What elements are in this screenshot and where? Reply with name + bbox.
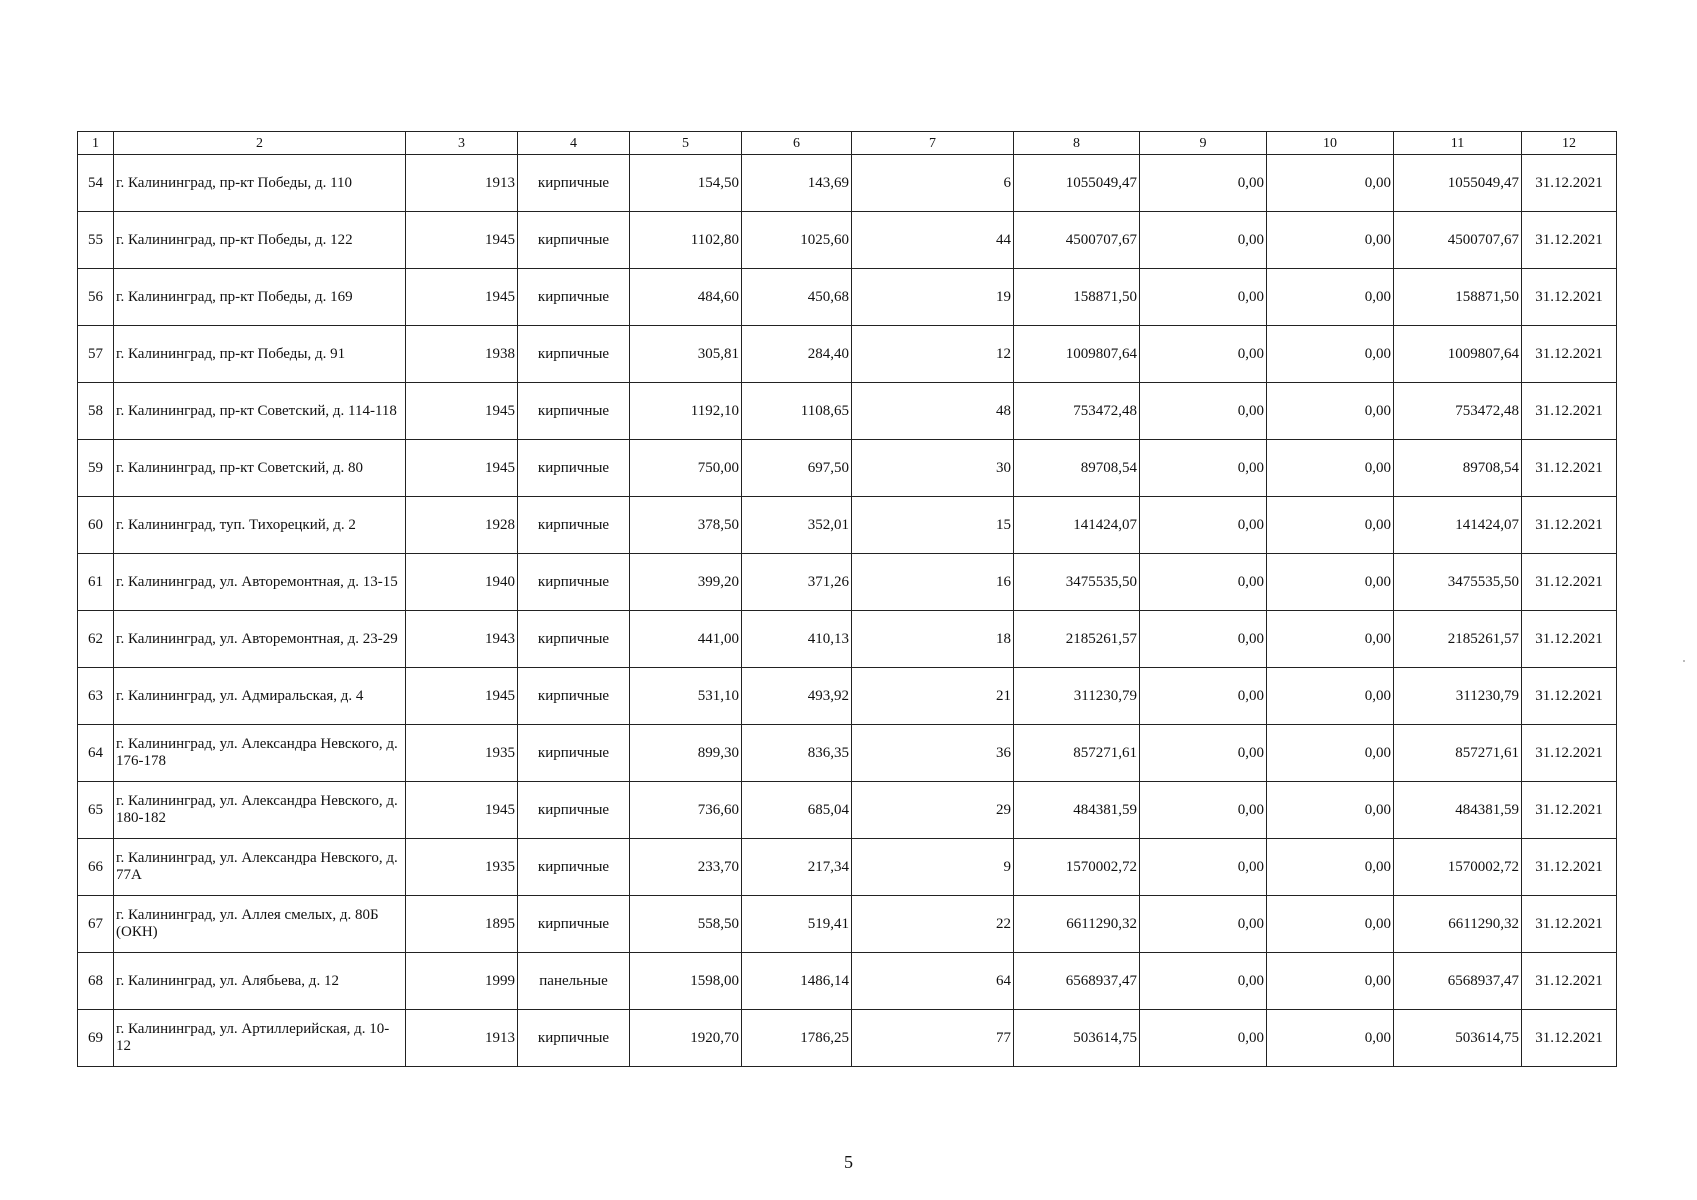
date-cell: 31.12.2021 [1522,155,1617,212]
column-5-cell: 1102,80 [630,212,742,269]
column-10-cell: 0,00 [1267,725,1394,782]
column-8-cell: 6568937,47 [1014,953,1140,1010]
date-cell: 31.12.2021 [1522,839,1617,896]
address-cell: г. Калининград, ул. Адмиральская, д. 4 [114,668,406,725]
column-8-cell: 311230,79 [1014,668,1140,725]
wall-material-cell: кирпичные [518,269,630,326]
column-11-cell: 1570002,72 [1394,839,1522,896]
column-8-cell: 141424,07 [1014,497,1140,554]
column-5-cell: 484,60 [630,269,742,326]
row-number-cell: 60 [78,497,114,554]
row-number-cell: 54 [78,155,114,212]
column-7-cell: 30 [852,440,1014,497]
table-row [78,896,1617,953]
wall-material-cell: кирпичные [518,725,630,782]
column-header: 5 [630,132,742,155]
column-7-cell: 6 [852,155,1014,212]
row-number-cell: 57 [78,326,114,383]
column-6-cell: 352,01 [742,497,852,554]
address-cell: г. Калининград, пр-кт Победы, д. 122 [114,212,406,269]
column-header: 6 [742,132,852,155]
date-cell: 31.12.2021 [1522,497,1617,554]
column-11-cell: 4500707,67 [1394,212,1522,269]
column-10-cell: 0,00 [1267,269,1394,326]
column-header: 1 [78,132,114,155]
table-row [78,953,1617,1010]
table-row [78,497,1617,554]
column-11-cell: 484381,59 [1394,782,1522,839]
row-number-cell: 69 [78,1010,114,1067]
column-10-cell: 0,00 [1267,155,1394,212]
column-11-cell: 3475535,50 [1394,554,1522,611]
column-10-cell: 0,00 [1267,383,1394,440]
column-header: 12 [1522,132,1617,155]
date-cell: 31.12.2021 [1522,896,1617,953]
date-cell: 31.12.2021 [1522,383,1617,440]
year-cell: 1935 [406,839,518,896]
column-9-cell: 0,00 [1140,326,1267,383]
date-cell: 31.12.2021 [1522,782,1617,839]
column-8-cell: 1055049,47 [1014,155,1140,212]
year-cell: 1913 [406,155,518,212]
column-11-cell: 141424,07 [1394,497,1522,554]
column-9-cell: 0,00 [1140,953,1267,1010]
column-9-cell: 0,00 [1140,896,1267,953]
row-number-cell: 56 [78,269,114,326]
column-11-cell: 857271,61 [1394,725,1522,782]
column-8-cell: 6611290,32 [1014,896,1140,953]
wall-material-cell: кирпичные [518,896,630,953]
column-8-cell: 857271,61 [1014,725,1140,782]
column-9-cell: 0,00 [1140,212,1267,269]
year-cell: 1895 [406,896,518,953]
year-cell: 1945 [406,383,518,440]
column-5-cell: 736,60 [630,782,742,839]
column-5-cell: 305,81 [630,326,742,383]
address-cell: г. Калининград, ул. Александра Невского, д. 77А [114,839,406,896]
address-cell: г. Калининград, ул. Александра Невского, д. 176-178 [114,725,406,782]
column-7-cell: 12 [852,326,1014,383]
date-cell: 31.12.2021 [1522,668,1617,725]
date-cell: 31.12.2021 [1522,611,1617,668]
column-5-cell: 378,50 [630,497,742,554]
column-header: 10 [1267,132,1394,155]
column-9-cell: 0,00 [1140,269,1267,326]
table-row [78,782,1617,839]
table-row [78,1010,1617,1067]
table-row [78,554,1617,611]
column-6-cell: 1025,60 [742,212,852,269]
column-7-cell: 19 [852,269,1014,326]
address-cell: г. Калининград, ул. Авторемонтная, д. 23-29 [114,611,406,668]
year-cell: 1943 [406,611,518,668]
column-5-cell: 1192,10 [630,383,742,440]
column-11-cell: 311230,79 [1394,668,1522,725]
scan-artifact [1683,660,1685,662]
column-7-cell: 36 [852,725,1014,782]
column-5-cell: 750,00 [630,440,742,497]
column-header: 8 [1014,132,1140,155]
table-row [78,440,1617,497]
wall-material-cell: панельные [518,953,630,1010]
column-11-cell: 753472,48 [1394,383,1522,440]
column-8-cell: 89708,54 [1014,440,1140,497]
table-row [78,269,1617,326]
column-8-cell: 2185261,57 [1014,611,1140,668]
column-5-cell: 1920,70 [630,1010,742,1067]
address-cell: г. Калининград, ул. Авторемонтная, д. 13-15 [114,554,406,611]
column-6-cell: 450,68 [742,269,852,326]
column-header: 9 [1140,132,1267,155]
column-11-cell: 89708,54 [1394,440,1522,497]
address-cell: г. Калининград, ул. Александра Невского, д. 180-182 [114,782,406,839]
column-5-cell: 399,20 [630,554,742,611]
table-body [78,155,1617,1067]
wall-material-cell: кирпичные [518,782,630,839]
column-9-cell: 0,00 [1140,383,1267,440]
address-cell: г. Калининград, туп. Тихорецкий, д. 2 [114,497,406,554]
column-10-cell: 0,00 [1267,554,1394,611]
column-7-cell: 18 [852,611,1014,668]
column-header: 11 [1394,132,1522,155]
wall-material-cell: кирпичные [518,326,630,383]
column-8-cell: 3475535,50 [1014,554,1140,611]
wall-material-cell: кирпичные [518,668,630,725]
row-number-cell: 59 [78,440,114,497]
column-8-cell: 484381,59 [1014,782,1140,839]
year-cell: 1945 [406,440,518,497]
column-header: 4 [518,132,630,155]
year-cell: 1999 [406,953,518,1010]
address-cell: г. Калининград, ул. Артиллерийская, д. 10-12 [114,1010,406,1067]
column-8-cell: 4500707,67 [1014,212,1140,269]
wall-material-cell: кирпичные [518,1010,630,1067]
date-cell: 31.12.2021 [1522,554,1617,611]
housing-register-table [77,131,1617,1067]
column-6-cell: 217,34 [742,839,852,896]
column-11-cell: 6611290,32 [1394,896,1522,953]
column-11-cell: 2185261,57 [1394,611,1522,668]
column-6-cell: 1486,14 [742,953,852,1010]
year-cell: 1913 [406,1010,518,1067]
table-row [78,383,1617,440]
column-11-cell: 158871,50 [1394,269,1522,326]
column-10-cell: 0,00 [1267,953,1394,1010]
address-cell: г. Калининград, ул. Аллея смелых, д. 80Б (ОКН) [114,896,406,953]
column-7-cell: 16 [852,554,1014,611]
column-11-cell: 6568937,47 [1394,953,1522,1010]
table-row [78,155,1617,212]
column-8-cell: 503614,75 [1014,1010,1140,1067]
table-row [78,668,1617,725]
column-7-cell: 22 [852,896,1014,953]
column-6-cell: 493,92 [742,668,852,725]
row-number-cell: 68 [78,953,114,1010]
year-cell: 1945 [406,212,518,269]
column-11-cell: 1055049,47 [1394,155,1522,212]
column-10-cell: 0,00 [1267,440,1394,497]
year-cell: 1945 [406,668,518,725]
column-7-cell: 9 [852,839,1014,896]
address-cell: г. Калининград, пр-кт Победы, д. 91 [114,326,406,383]
table-row [78,212,1617,269]
date-cell: 31.12.2021 [1522,1010,1617,1067]
row-number-cell: 63 [78,668,114,725]
year-cell: 1940 [406,554,518,611]
column-header: 7 [852,132,1014,155]
table-row [78,326,1617,383]
column-5-cell: 1598,00 [630,953,742,1010]
wall-material-cell: кирпичные [518,383,630,440]
column-6-cell: 1786,25 [742,1010,852,1067]
year-cell: 1945 [406,782,518,839]
column-9-cell: 0,00 [1140,782,1267,839]
date-cell: 31.12.2021 [1522,953,1617,1010]
wall-material-cell: кирпичные [518,155,630,212]
row-number-cell: 55 [78,212,114,269]
column-6-cell: 697,50 [742,440,852,497]
table-row [78,611,1617,668]
year-cell: 1928 [406,497,518,554]
column-9-cell: 0,00 [1140,668,1267,725]
column-6-cell: 143,69 [742,155,852,212]
column-10-cell: 0,00 [1267,782,1394,839]
row-number-cell: 62 [78,611,114,668]
address-cell: г. Калининград, ул. Алябьева, д. 12 [114,953,406,1010]
wall-material-cell: кирпичные [518,497,630,554]
column-5-cell: 233,70 [630,839,742,896]
column-9-cell: 0,00 [1140,725,1267,782]
column-8-cell: 1009807,64 [1014,326,1140,383]
column-10-cell: 0,00 [1267,896,1394,953]
column-6-cell: 284,40 [742,326,852,383]
wall-material-cell: кирпичные [518,440,630,497]
column-9-cell: 0,00 [1140,611,1267,668]
column-8-cell: 753472,48 [1014,383,1140,440]
column-10-cell: 0,00 [1267,497,1394,554]
column-6-cell: 685,04 [742,782,852,839]
column-5-cell: 154,50 [630,155,742,212]
wall-material-cell: кирпичные [518,611,630,668]
column-9-cell: 0,00 [1140,839,1267,896]
column-8-cell: 1570002,72 [1014,839,1140,896]
address-cell: г. Калининград, пр-кт Советский, д. 80 [114,440,406,497]
column-10-cell: 0,00 [1267,212,1394,269]
row-number-cell: 58 [78,383,114,440]
column-header: 3 [406,132,518,155]
column-11-cell: 1009807,64 [1394,326,1522,383]
column-11-cell: 503614,75 [1394,1010,1522,1067]
column-7-cell: 44 [852,212,1014,269]
column-10-cell: 0,00 [1267,668,1394,725]
column-7-cell: 77 [852,1010,1014,1067]
row-number-cell: 67 [78,896,114,953]
column-6-cell: 410,13 [742,611,852,668]
column-6-cell: 371,26 [742,554,852,611]
column-7-cell: 15 [852,497,1014,554]
wall-material-cell: кирпичные [518,554,630,611]
column-7-cell: 29 [852,782,1014,839]
column-10-cell: 0,00 [1267,1010,1394,1067]
column-5-cell: 441,00 [630,611,742,668]
date-cell: 31.12.2021 [1522,440,1617,497]
column-7-cell: 21 [852,668,1014,725]
date-cell: 31.12.2021 [1522,725,1617,782]
table-row [78,839,1617,896]
column-header: 2 [114,132,406,155]
column-6-cell: 836,35 [742,725,852,782]
row-number-cell: 61 [78,554,114,611]
address-cell: г. Калининград, пр-кт Победы, д. 110 [114,155,406,212]
column-10-cell: 0,00 [1267,839,1394,896]
column-9-cell: 0,00 [1140,155,1267,212]
column-5-cell: 531,10 [630,668,742,725]
column-8-cell: 158871,50 [1014,269,1140,326]
column-7-cell: 64 [852,953,1014,1010]
column-7-cell: 48 [852,383,1014,440]
date-cell: 31.12.2021 [1522,269,1617,326]
table-row [78,725,1617,782]
column-6-cell: 1108,65 [742,383,852,440]
date-cell: 31.12.2021 [1522,326,1617,383]
row-number-cell: 66 [78,839,114,896]
column-9-cell: 0,00 [1140,440,1267,497]
column-5-cell: 899,30 [630,725,742,782]
column-10-cell: 0,00 [1267,611,1394,668]
column-9-cell: 0,00 [1140,1010,1267,1067]
date-cell: 31.12.2021 [1522,212,1617,269]
page-number: 5 [844,1152,853,1172]
row-number-cell: 64 [78,725,114,782]
column-9-cell: 0,00 [1140,554,1267,611]
row-number-cell: 65 [78,782,114,839]
wall-material-cell: кирпичные [518,839,630,896]
column-6-cell: 519,41 [742,896,852,953]
address-cell: г. Калининград, пр-кт Победы, д. 169 [114,269,406,326]
year-cell: 1935 [406,725,518,782]
year-cell: 1938 [406,326,518,383]
column-5-cell: 558,50 [630,896,742,953]
column-10-cell: 0,00 [1267,326,1394,383]
column-number-header-row [78,132,1617,155]
column-9-cell: 0,00 [1140,497,1267,554]
address-cell: г. Калининград, пр-кт Советский, д. 114-118 [114,383,406,440]
wall-material-cell: кирпичные [518,212,630,269]
year-cell: 1945 [406,269,518,326]
